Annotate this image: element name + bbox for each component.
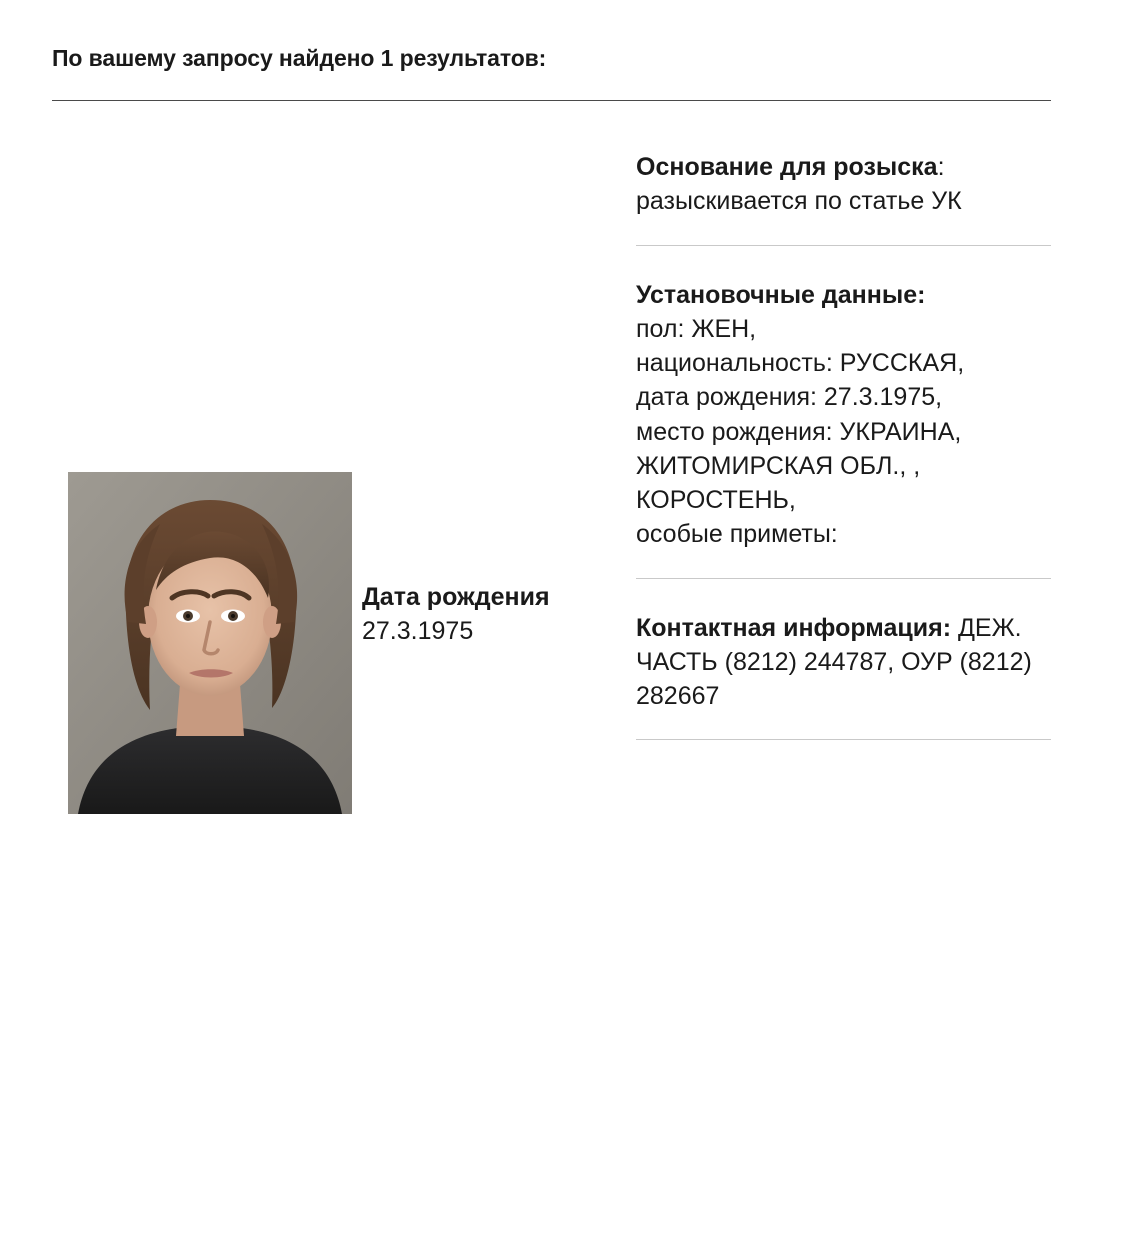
reason-for-search-label: Основание для розыска [636,153,938,181]
contact-information-block [636,607,1051,740]
record-right-column [636,110,1051,768]
date-of-birth-value: 27.3.1975 [362,617,474,645]
date-of-birth-label: Дата рождения [362,583,550,611]
list-item: особые приметы: [636,520,838,549]
person-photo [68,472,352,814]
list-item: национальность: РУССКАЯ, [636,349,965,377]
reason-separator: : [937,153,945,181]
identification-data-list [636,312,1051,552]
date-of-birth-block [362,580,592,648]
divider-after-contact [636,739,1051,740]
list-item: место рождения: УКРАИНА, ЖИТОМИРСКАЯ ОБЛ., , КОРОСТЕНЬ, [636,417,962,514]
list-item: пол: ЖЕН, [636,314,757,343]
contact-information-label: Контактная информация: [636,613,952,642]
person-photo-image [68,472,352,814]
contact-information-value: ДЕЖ. ЧАСТЬ (8212) 244787, ОУР (8212) 282667 [636,613,1032,710]
header-divider [52,100,1051,101]
divider-after-identification [636,578,1051,579]
identification-data-label: Установочные данные: [636,280,926,309]
record-left-column [52,110,612,910]
list-item: дата рождения: 27.3.1975, [636,383,943,412]
reason-for-search-value: разыскивается по статье УК [636,187,962,216]
divider-after-reason [636,245,1051,246]
reason-for-search-block [636,110,1051,245]
identification-data-block [636,274,1051,578]
results-count-heading: По вашему запросу найдено 1 результатов: [52,45,547,71]
